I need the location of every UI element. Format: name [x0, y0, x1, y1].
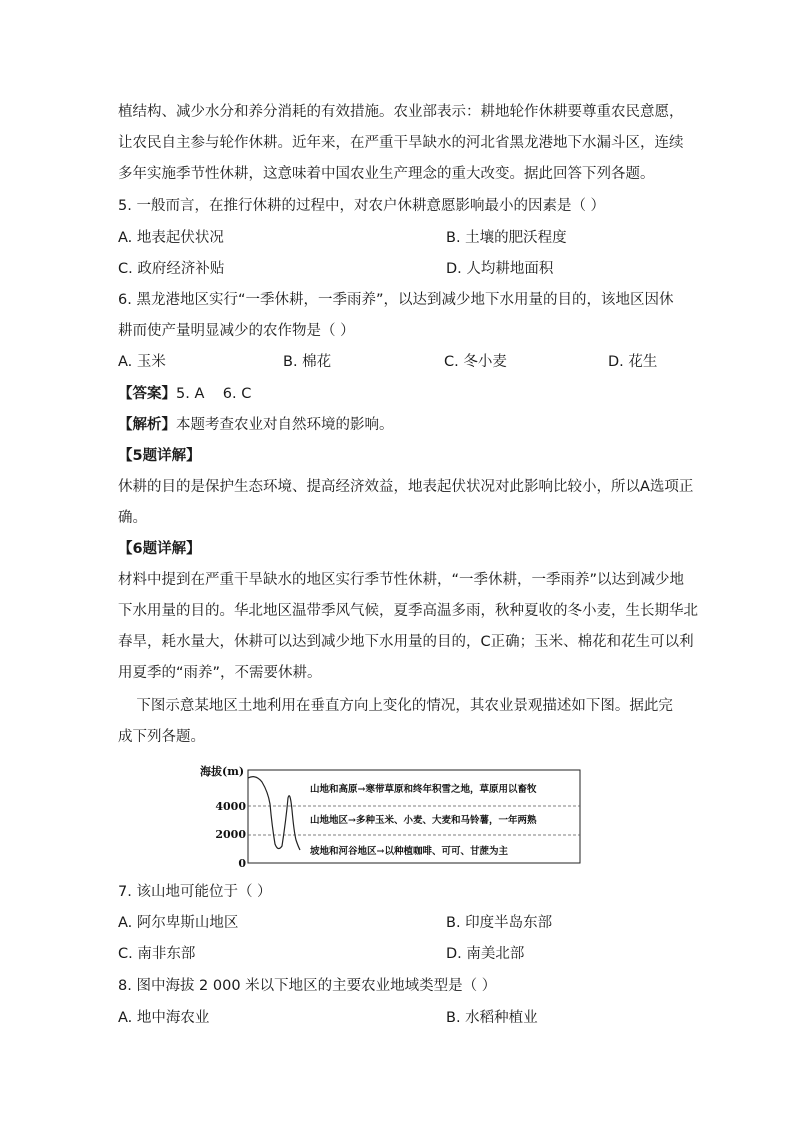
detail-6-heading: 【6题详解】 — [118, 541, 201, 557]
intro-line: 让农民自主参与轮作休耕。近年来，在严重干旱缺水的河北省黑龙港地下水漏斗区，连续 — [118, 135, 684, 151]
q7-option-b: B. 印度半岛东部 — [446, 915, 553, 931]
detail-5-text: 确。 — [118, 510, 147, 526]
q5-option-c: C. 政府经济补贴 — [118, 261, 225, 277]
q5-option-b: B. 土壤的肥沃程度 — [446, 230, 567, 246]
q8-option-b: B. 水稻种植业 — [446, 1010, 538, 1026]
tick-label-4000: 4000 — [215, 800, 246, 813]
q6-option-b: B. 棉花 — [283, 354, 332, 370]
question-6-stem: 耕而使产量明显减少的农作物是（ ） — [118, 323, 355, 339]
answer-text: 5. A 6. C — [176, 386, 252, 402]
answer-label: 【答案】 — [118, 386, 176, 402]
detail-6-text: 用夏季的“雨养”，不需要休耕。 — [118, 665, 322, 681]
q7-option-d: D. 南美北部 — [446, 946, 525, 962]
q5-option-d: D. 人均耕地面积 — [446, 261, 554, 277]
tick-label-0: 0 — [238, 857, 246, 870]
tick-label-2000: 2000 — [215, 828, 246, 841]
detail-5-heading: 【5题详解】 — [118, 448, 201, 464]
intro-line: 植结构、减少水分和养分消耗的有效措施。农业部表示：耕地轮作休耕要尊重农民意愿， — [118, 104, 684, 120]
answer-line — [118, 384, 251, 404]
band-label-middle: 山地地区→多种玉米、小麦、大麦和马铃薯，一年两熟 — [310, 815, 537, 826]
analysis-text: 本题考查农业对自然环境的影响。 — [176, 417, 394, 433]
detail-6-text: 春旱，耗水量大，休耕可以达到减少地下水用量的目的，C正确；玉米、棉花和花生可以利 — [118, 634, 694, 650]
intro-line: 多年实施季节性休耕，这意味着中国农业生产理念的重大改变。据此回答下列各题。 — [118, 166, 655, 182]
passage-2-text: 成下列各题。 — [118, 729, 205, 745]
q6-option-a: A. 玉米 — [118, 354, 166, 370]
q7-option-c: C. 南非东部 — [118, 946, 196, 962]
question-7-stem: 7. 该山地可能位于（ ） — [118, 884, 272, 900]
analysis-label: 【解析】 — [118, 417, 176, 433]
q6-option-d: D. 花生 — [608, 354, 658, 370]
q7-option-a: A. 阿尔卑斯山地区 — [118, 915, 239, 931]
q5-option-a: A. 地表起伏状况 — [118, 230, 224, 246]
question-8-stem: 8. 图中海拔 2 000 米以下地区的主要农业地域类型是（ ） — [118, 978, 497, 994]
q6-option-c: C. 冬小麦 — [444, 354, 507, 370]
band-label-low: 坡地和河谷地区→以种植咖啡、可可、甘蔗为主 — [310, 846, 508, 857]
question-6-stem: 6. 黑龙港地区实行“一季休耕，一季雨养”，以达到减少地下水用量的目的，该地区因休 — [118, 292, 674, 308]
elevation-land-use-diagram — [200, 760, 590, 870]
q8-option-a: A. 地中海农业 — [118, 1010, 210, 1026]
band-label-high: 山地和高原→寒带草原和终年积雪之地，草原用以畜牧 — [310, 784, 537, 795]
question-5-stem: 5. 一般而言，在推行休耕的过程中，对农户休耕意愿影响最小的因素是（ ） — [118, 198, 606, 214]
passage-2-text: 下图示意某地区土地利用在垂直方向上变化的情况，其农业景观描述如下图。据此完 — [118, 698, 673, 714]
detail-5-text: 休耕的目的是保护生态环境、提高经济效益，地表起伏状况对此影响比较小，所以A选项正 — [118, 479, 694, 495]
detail-6-text: 材料中提到在严重干旱缺水的地区实行季节性休耕，“一季休耕，一季雨养”以达到减少地 — [118, 572, 685, 588]
y-axis-label: 海拔(m) — [200, 765, 245, 778]
analysis-line — [118, 415, 394, 435]
detail-6-text: 下水用量的目的。华北地区温带季风气候，夏季高温多雨，秋种夏收的冬小麦，生长期华北 — [118, 603, 698, 619]
